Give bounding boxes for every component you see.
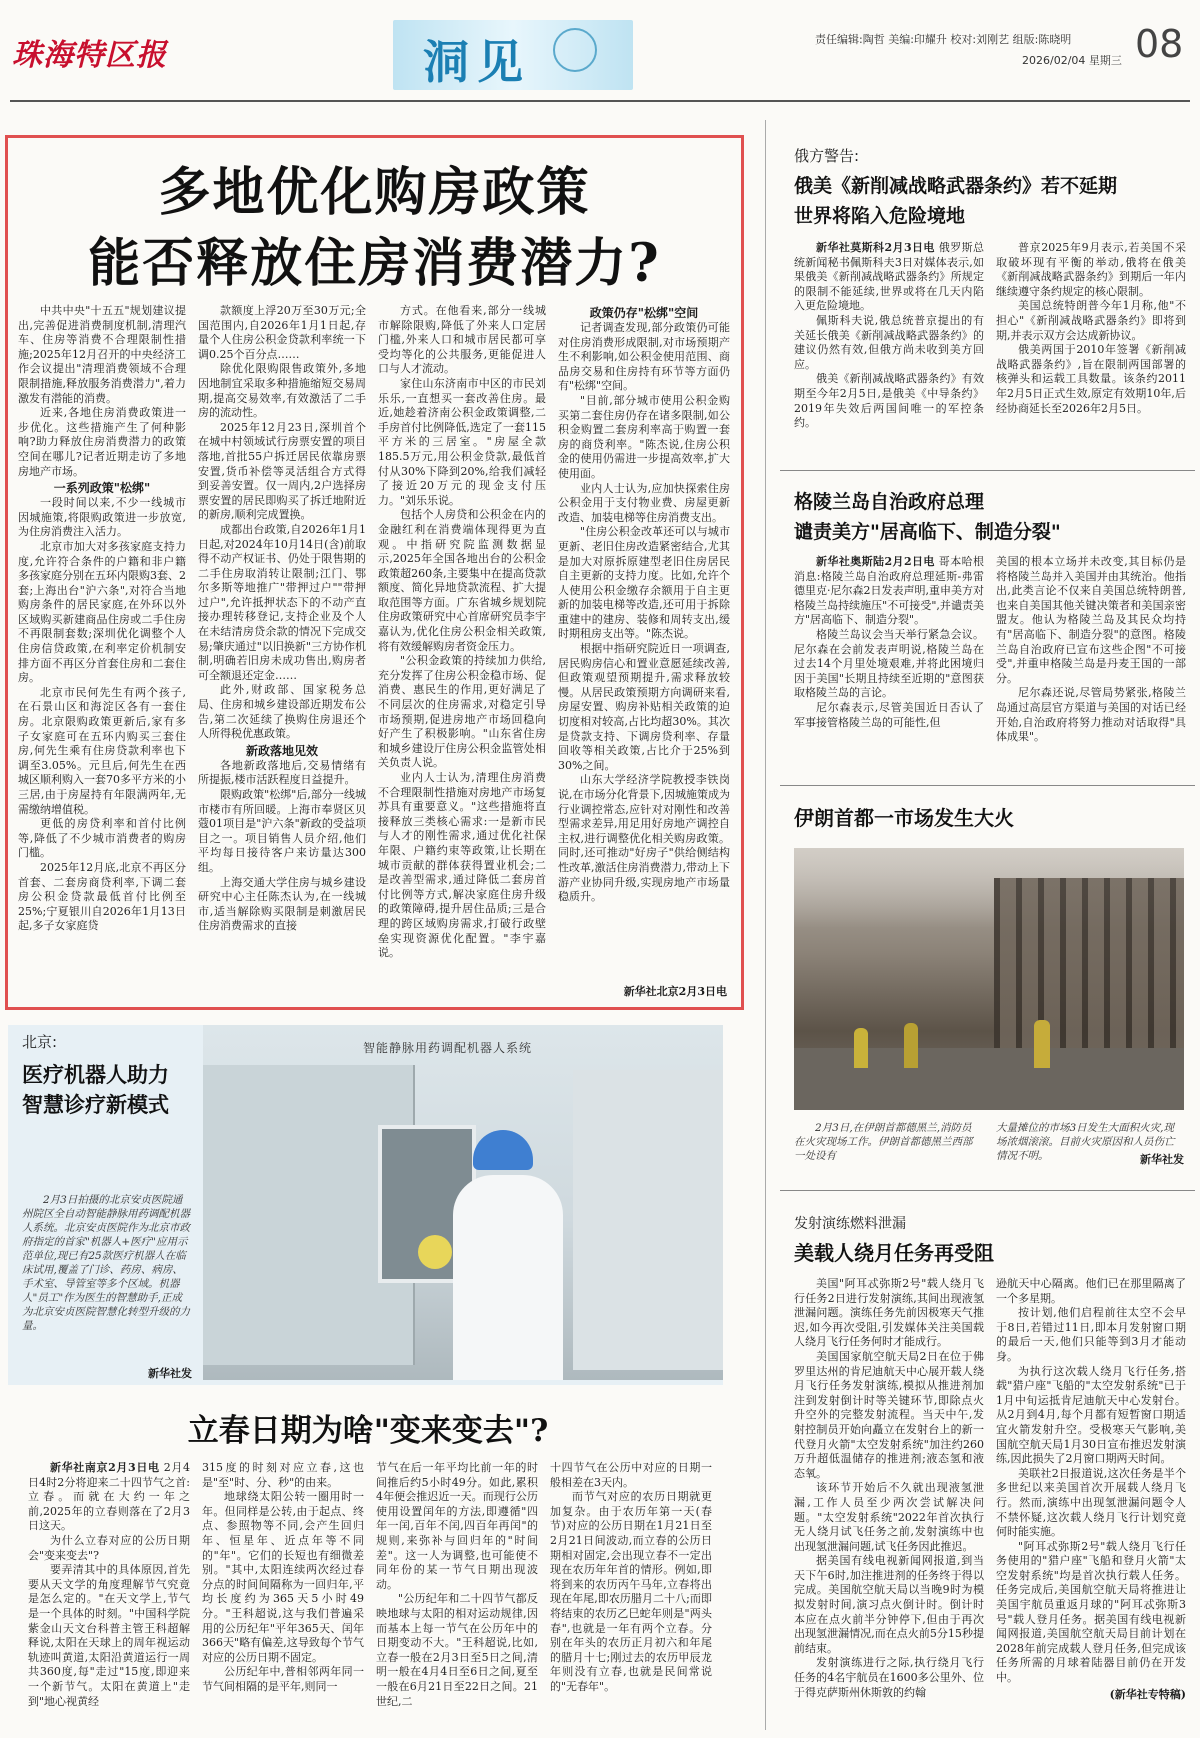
column-divider	[765, 120, 766, 1730]
street	[794, 1048, 1184, 1110]
lichun-col-2: 315度的时刻对应立春,这也是"至"时、分、秒"的由来。 地球绕太阳公转一圈用时一年。但同样是公转,由于起点、终点、参照物等不同,会产生回归年、恒星年、近点年等不同的"年"。它们的长短也有细微差别。"其中,太阳连续两次经过春分点的时间间隔称为一回归年,平均长度约为365天5小时49分。"王科超说,这与我们普遍采用的公历纪年"平年365天、闰年366天"略有偏差,这导致每个节气对应的公历日期不固定。 公历纪年中,普相邻两年同一节气间相隔的是平年,则同一	[202, 1461, 364, 1693]
launch-article	[780, 1190, 1195, 1738]
robot-kicker: 北京:	[22, 1033, 58, 1051]
lead-title-line-2: 能否释放住房消费潜力?	[88, 233, 661, 294]
greenland-col-1: 新华社奥斯陆2月2日电 哥本哈根消息:格陵兰岛自治政府总理延斯-弗雷德里克·尼尔森2日发表声明,重申美方对格陵兰岛持续施压"不可接受",并谴责美方"居高临下、制造分裂"。 格陵兰岛议会当天举行紧急会议。尼尔森在会前发表声明说,格陵兰岛在过去14个月里处境艰难,并将此困境归因于美国"长期且持续至近期的"意图获取格陵兰岛的言论。 尼尔森表示,尽管美国近日否认了军事接管格陵兰岛的可能性,但	[794, 555, 984, 729]
lichun-title: 立春日期为啥"变来变去"?	[187, 1413, 549, 1449]
robot-credit: 新华社发	[148, 1367, 192, 1380]
masthead-rule	[10, 100, 1190, 102]
medicine-bag	[418, 1235, 452, 1269]
greenland-col-2: 美国的根本立场并未改变,其目标仍是将格陵兰岛并入美国并由其统治。他指出,此类言论不仅来自美国总统特朗普,也来自美国其他关键决策者和美国亲密盟友。他认为格陵兰岛及其民众均持有"居高临下、制造分裂"的意图。格陵兰岛自治政府已宣布这些企图"不可接受",并重申格陵兰岛是丹麦王国的一部分。 尼尔森还说,尽管局势紧张,格陵兰岛通过高层官方渠道与美国的对话已经开始,自治政府将努力推动对话取得"具体成果"。	[996, 555, 1186, 744]
greenland-article	[780, 470, 1195, 776]
firefighter-3	[1034, 1020, 1050, 1068]
robot-title-1: 医疗机器人助力	[22, 1063, 169, 1087]
lead-article	[5, 135, 744, 1010]
launch-kicker: 发射演练燃料泄漏	[794, 1216, 906, 1232]
robot-sign: 智能静脉用药调配机器人系统	[363, 1041, 533, 1055]
paper-name: 珠海特区报	[12, 38, 167, 73]
launch-col-1: 美国"阿耳忒弥斯2号"载人绕月飞行任务2日进行发射演练,其间出现液氢泄漏问题。演练任务先前因极寒天气推迟,如今再次受阻,引发媒体关注美国载人绕月飞行任务何时才能成行。 美国国家航空航天局2日在位于佛罗里达州的肯尼迪航天中心展开载人绕月飞行任务发射演练,模拟从推进剂加注到发射倒计时等关键环节,即除点火升空外的完整发射流程。当天中午,发射控制员开始向矗立在发射台上的新一代登月火箭"太空发射系统"加注约260万升超低温储存的推进剂;液态氢和液态氧。 该环节开始后不久就出现液氢泄漏,工作人员至少两次尝试解决问题。"太空发射系统"2022年首次执行无人绕月试飞任务之前,发射演练中也出现氢泄漏问题,试飞任务因此推迟。 据美国有线电视新闻网报道,到当天下午6时,加注推进剂的任务终于得以完成。美国航空航天局以当晚9时为模拟发射时间,演习点火倒计时。倒计时本应在点火前半分钟停下,但由于再次出现氢泄漏情况,而在点火前5分15秒提前结束。 发射演练进行之际,执行绕月飞行任务的4名宇航员在1600多公里外、位于得克萨斯州休斯敦的约翰	[794, 1277, 984, 1699]
issue-date: 2026/02/04 星期三	[1022, 54, 1122, 67]
launch-col-2: 逊航天中心隔离。他们已在那里隔离了一个多星期。 按计划,他们启程前往太空不会早于8日,若错过11日,即本月发射窗口期的最后一天,他们只能等到3月才能动身。 为执行这次载人绕月飞行任务,搭载"猎户座"飞船的"太空发射系统"已于1月中旬运抵肯尼迪航天中心发射台。从2月到4月,每个月都有短暂窗口期适宜火箭发射升空。受极寒天气影响,美国航空航天局1月30日宣布推迟发射演练,因此损失了2月窗口期两天时间。 美联社2日报道说,这次任务是半个多世纪以来美国首次开展载人绕月飞行。然而,演练中出现氢泄漏问题令人不禁怀疑,这次载人绕月飞行计划究竟何时能实施。 "阿耳忒弥斯2号"载人绕月飞行任务使用的"猎户座"飞船和登月火箭"太空发射系统"均是首次执行载人任务。任务完成后,美国航空航天局将推进让美国宇航员重返月球的"阿耳忒弥斯3号"载人登月任务。据美国有线电视新闻网报道,美国航空航天局目前计划在2028年前完成载人登月任务,但完成该任务所需的月球着陆器目前仍在开发中。 (新华社专特稿)	[996, 1277, 1186, 1701]
launch-credit: (新华社专特稿)	[1109, 1687, 1186, 1701]
robot-photo	[203, 1025, 723, 1380]
lichun-col-3: 节气在后一年平均比前一年的时间推后约5小时49分。如此,累积4年便会推迟近一天。而现行公历使用设置闰年的方法,即遵循"四年一闰,百年不闰,四百年再闰"的规则,来弥补与回归年的"时间差"。这一人为调整,也可能使不同年份的某一节气日期出现波动。 "公历纪年和二十四节气都反映地球与太阳的相对运动规律,因而基本上每一节气在公历年中的日期变动不大。"王科超说,比如,立春一般在2月3日至5日之间,清明一般在4月4日至6日之间,夏至一般在6月21日至22日之间。21世纪,二	[376, 1461, 538, 1708]
russia-col-2: 普京2025年9月表示,若美国不采取破坏现有平衡的举动,俄将在俄美《新削减战略武器条约》到期后一年内继续遵守条约规定的核心限制。 美国总统特朗普今年1月称,他"不担心"《新削减战略武器条约》即将到期,并表示双方会达成新协议。 俄美两国于2010年签署《新削减战略武器条约》,旨在限制两国部署的核弹头和运载工具数量。该条约2011年2月5日正式生效,原定有效期10年,后经协商延长至2026年2月5日。	[996, 241, 1186, 415]
russia-title-1: 俄美《新削减战略武器条约》若不延期	[794, 175, 1118, 197]
lichun-col-1: 新华社南京2月3日电 2月4日4时2分将迎来二十四节气之首:立春。而就在大约一年之前,2025年的立春则落在了2月3日这天。 为什么立春对应的公历日期会"变来变去"? 要弄清其中的具体原因,首先要从天文学的角度理解节气究竟是怎么定的。"在天文学上,节气是一个具体的时刻。"中国科学院紫金山天文台科普主管王科超解释说,太阳在天球上的周年视运动轨迹叫黄道,太阳沿黄道运行一周共360度,每"走过"15度,即迎来一个新节气。太阳在黄道上"走到"地心视黄经	[28, 1461, 190, 1708]
pharmacist-figure	[453, 1175, 563, 1380]
lead-col-3: 方式。在他看来,部分一线城市解除限购,降低了外来人口定居门槛,外来人口和城市居民都可享受均等化的公共服务,更能促进人口与人才流动。 家住山东济南市中区的市民刘乐乐,一直想买一套改善住房。最近,她趁着济南公积金政策调整,二手房首付比例降低,选定了一套115平方米的三居室。"房屋全款185.5万元,用公积金贷款,最低首付从30%下降到20%,给我们减轻了接近20万元的现金支付压力。"刘乐乐说。 包括个人房贷和公积金在内的金融红利在消费端体现得更为直观。中指研究院监测数据显示,2025年全国各地出台的公积金政策超260条,主要集中在提高贷款额度、简化异地贷款流程、扩大提取范围等方面。广东省城乡规划院住房政策研究中心首席研究员李宇嘉认为,优化住房公积金相关政策,将有效缓解购房者资金压力。 "公积金政策的持续加力供给,充分发挥了住房公积金稳市场、促消费、惠民生的作用,更好满足了不同层次的住房需求,对稳定引导市场预期,促进房地产市场回稳向好产生了积极影响。"山东省住房和城乡建设厅住房公积金监管处相关负责人说。 业内人士认为,清理住房消费不合理限制性措施对房地产市场复苏具有重要意义。"这些措施将直接释放三类核心需求:一是新市民与人才的刚性需求,通过优化社保年限、户籍约束等政策,让长期在城市贡献的群体获得置业机会;二是改善型需求,通过降低二套房首付比例等方式,解决家庭住房升级的政策障碍,提升居住品质;三是合理的跨区域购房需求,打破行政壁垒实现资源优化配置。"李宇嘉说。	[378, 304, 546, 960]
greenland-title-2: 谴责美方"居高临下、制造分裂"	[794, 521, 1061, 543]
robot-title-2: 智慧诊疗新模式	[22, 1093, 169, 1117]
tehran-credit: 新华社发	[1140, 1153, 1184, 1166]
lead-subhead-1: 一系列政策"松绑"	[53, 481, 151, 496]
lead-subhead-3: 政策仍存"松绑"空间	[589, 306, 699, 320]
editors-line: 责任编辑:陶哲 美编:印耀升 校对:刘刚艺 组版:陈晓明	[815, 33, 1072, 46]
lead-col-4: 政策仍存"松绑"空间 记者调查发现,部分政策仍可能对住房消费形成限制,对市场预期产生不利影响,如公积金使用范围、商品房交易和住房持有环节等方面仍有"松绑"空间。 "目前,部分城市使用公积金购买第二套住房仍存在诸多限制,如公积金购置二套房利率高于购置一套房的商贷利率。"陈杰说,住房公积金的使用仍需进一步提高效率,扩大使用面。 业内人士认为,应加快探索住房公积金用于支付物业费、房屋更新改造、加装电梯等住房消费支出。 "住房公积金改革还可以与城市更新、老旧住房改造紧密结合,尤其是加大对原拆原建型老旧住房居民自主更新的支持力度。比如,允许个人使用公积金缴存余额用于自主更新的加装电梯等改造,还可用于拆除重建中的建房、装修和周转支出,缓时期租房支出等。"陈杰说。 根据中指研究院近日一项调查,居民购房信心和置业意愿延续改善,但政策观望预期提升,需求释放较慢。从居民政策预期方向调研来看,房屋安置、购房补贴相关政策的迫切度相对较高,占比均超30%。其次是贷款支持、下调房贷利率、存量回收等相关政策,占比介于25%到30%之间。 山东大学经济学院教授李铁岗说,在市场分化背景下,因城施策成为行业调控常态,应针对对刚性和改善型需求差异,用足用好房地产调控自主权,进行调整优化相关购房政策。同时,还可推动"好房子"供给侧结构性改革,激活住房消费潜力,带动上下游产业协同升级,实现房地产市场量稳质升。	[558, 306, 730, 904]
robot-story	[8, 1025, 723, 1385]
russia-title-2: 世界将陷入危险境地	[794, 205, 966, 227]
lead-title-line-1: 多地优化购房政策	[158, 162, 591, 223]
launch-title: 美载人绕月任务再受阻	[794, 1241, 994, 1265]
page-number: 08	[1135, 22, 1184, 66]
greenland-title-1: 格陵兰岛自治政府总理	[794, 491, 985, 513]
tehran-caption-left: 2月3日,在伊朗首都德黑兰,消防员在火灾现场工作。伊朗首都德黑兰西部一处设有	[794, 1122, 973, 1162]
russia-article	[780, 135, 1195, 460]
lead-col-2: 款额度上浮20万至30万元;全国范围内,自2026年1月1日起,存量个人住房公积金贷款利率统一下调0.25个百分点…… 除优化限购限售政策外,多地因地制宜采取多种措施缩短交易周期,提高交易效率,有效激活了二手房的流动性。 2025年12月23日,深圳首个在城中村领域试行房票安置的项目落地,首批55户拆迁居民依靠房票安置,货币补偿等灵活组合方式得到妥善安置。仅一周内,2户选择房票安置的居民即购买了拆迁地附近的新房,顺利完成置换。 成都出台政策,自2026年1月1日起,对2024年10月14日(含)前取得不动产权证书、仍处于限售期的二手住房取消转让限制;江门、鄂尔多斯等地推广"带押过户""带押过户",允许抵押状态下的不动产直接办理转移登记,支持企业及个人在未结清房贷余款的情况下完成交易;肇庆通过"以旧换新"三方协作机制,明确若旧房未成功售出,购房者可全额退还定金…… 此外,财政部、国家税务总局、住房和城乡建设部近期发布公告,第二次延续了换购住房退还个人所得税优惠政策。 新政落地见效 各地新政落地后,交易情绪有所提振,楼市活跃程度日益提升。 限购政策"松绑"后,部分一线城市楼市有所回暖。上海市奉贤区贝蔻01项目是"沪六条"新政的受益项目之一。项目销售人员介绍,他们平均每日接待客户来访量达300组。 上海交通大学住房与城乡建设研究中心主任陈杰认为,在一线城市,适当解除购买限制是刺激居民住房消费需求的直接	[198, 304, 366, 933]
firefighter-1	[854, 1028, 868, 1068]
tehran-caption-right: 大量摊位的市场3日发生大面积火灾,现场浓烟滚滚。目前火灾原因和人员伤亡情况不明。	[996, 1122, 1175, 1162]
pharmacist-cap	[473, 1130, 533, 1170]
robot-caption: 2月3日拍摄的北京安贞医院通州院区全自动智能静脉用药调配机器人系统。北京安贞医院作为北京市政府指定的首家"机器人+医疗"应用示范单位,现已有25款医疗机器人在临床试用,覆盖了门诊、药房、病房、手术室、导管室等多个区域。机器人"员工"作为医生的智慧助手,正成为北京安贞医院智慧化转型升级的力量。	[22, 1194, 190, 1332]
robot-panel	[573, 1070, 723, 1370]
section-title: 洞见	[423, 35, 531, 89]
section-banner	[393, 20, 633, 90]
fire-photo	[794, 848, 1184, 1110]
russia-col-1: 新华社莫斯科2月3日电 俄罗斯总统新闻秘书佩斯科夫3日对媒体表示,如果俄美《新削减战略武器条约》所规定的限制不能延续,世界或将在几天内陷入更危险境地。 佩斯科夫说,俄总统普京提出的有关延长俄美《新削减战略武器条约》的建议仍然有效,但俄方尚未收到美方回应。 俄美《新削减战略武器条约》有效期至今年2月5日,是俄美《中导条约》2019年失效后两国间唯一的军控条约。	[794, 241, 984, 430]
firefighter-2	[904, 1023, 918, 1068]
russia-kicker: 俄方警告:	[794, 147, 860, 165]
lichun-article	[8, 1395, 728, 1737]
burned-structure	[994, 878, 1184, 1058]
lead-col-1: 中共中央"十五五"规划建议提出,完善促进消费制度机制,清理汽车、住房等消费不合理限制性措施;2025年12月召开的中央经济工作会议提出"清理消费领域不合理限制措施,释放服务消费潜力",着力激发有潜能的消费。 近来,各地住房消费政策进一步优化。这些措施产生了何种影响?助力释放住房消费潜力的政策空间在哪儿?记者近期走访了多地房地产市场。 一系列政策"松绑" 一段时间以来,不少一线城市因城施策,将限购政策进一步放宽,为住房消费注入活力。 北京市加大对多孩家庭支持力度,允许符合条件的户籍和非户籍多孩家庭分别在五环内限购3套、2套;上海出台"沪六条",对符合当地购房条件的居民家庭,在外环以外区域购买新建商品住房或二手住房不再限制套数;深圳优化调整个人住房信贷政策,在利率定价机制安排方面不再区分首套住房和二套住房。 北京市民何先生有两个孩子,在石景山区和海淀区各有一套住房。北京限购政策更新后,家有多子女家庭可在五环内购买三套住房,何先生乘有住房贷款利率也下调至3.05%。元旦后,何先生在西城区顺利购入一套70多平方米的小三居,由于房屋持有年限满两年,无需缴纳增值税。 更低的房贷利率和首付比例等,降低了不少城市消费者的购房门槛。 2025年12月底,北京不再区分首套、二套房商贷利率,下调二套房公积金贷款最低首付比例至25%;宁夏银川自2026年1月13日起,多子女家庭贷	[18, 304, 186, 933]
lightbulb-icon	[553, 28, 597, 72]
tehran-article	[780, 785, 1195, 1181]
lichun-col-4: 十四节气在公历中对应的日期一般相差在3天内。 而节气对应的农历日期就更加复杂。由于农历年第一天(春节)对应的公历日期在1月21日至2月21日间波动,而立春的公历日期相对固定,会出现立春不一定出现在农历年年首的情形。例如,即将到来的农历丙午马年,立春将出现在年尾,即农历腊月二十八;而即将结束的农历乙巳蛇年则是"两头春",也就是一年有两个立春。分别在年头的农历正月初六和年尾的腊月十七;刚过去的农历甲辰龙年则没有立春,也就是民间常说的"无春年"。	[550, 1461, 712, 1693]
lead-credit: 新华社北京2月3日电	[623, 985, 727, 998]
tehran-title: 伊朗首都一市场发生大火	[794, 806, 1014, 830]
masthead	[0, 0, 1200, 100]
lead-subhead-2: 新政落地见效	[245, 743, 318, 758]
